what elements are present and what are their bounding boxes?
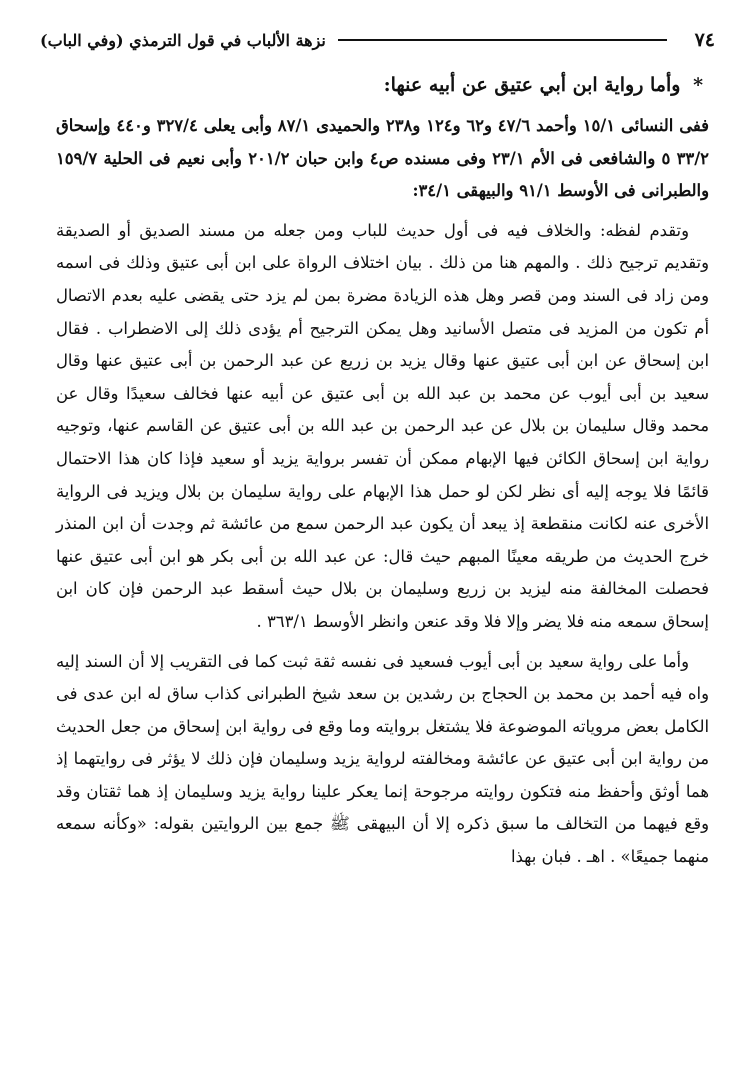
section-heading <box>60 70 703 100</box>
running-title: نزهة الألباب في قول الترمذي (وفي الباب) <box>40 30 326 50</box>
page-number: ٧٤ <box>694 29 715 51</box>
paragraph-said-narration: وأما على رواية سعيد بن أبى أيوب فسعيد فى نفسه ثقة ثبت كما فى التقريب إلا أن السند إليه واه فيه أحمد بن محمد بن الحجاج بن رشدين بن سعد شيخ الطبرانى كذاب ساق له ابن عدى فى الكامل بعض مروياته الموضوعة فلا يشتغل بروايته وما وقع فى رواية ابن إسحاق من جعل الحديث من رواية ابن أبى عتيق عن عائشة ومخالفته لرواية يزيد وسليمان فإن ذلك لا يؤثر فى روايتهما إذ هما أوثق وأحفظ منه فتكون روايته مرجوحة إنما يعكر علينا رواية يزيد وسليمان إذ هما ثقتان وقد وقع فيهما من التخالف ما سبق ذكره إلا أن البيهقى ﷺ جمع بين الروايتين بقوله: «وكأنه سمعه منهما جميعًا» . اهـ . فبان بهذا <box>56 651 709 867</box>
header-rule <box>338 39 667 41</box>
section-heading-text: وأما رواية ابن أبي عتيق عن أبيه عنها: <box>383 74 681 96</box>
heading-star-icon: * <box>693 74 703 96</box>
paragraph-citations: ففى النسائى ١٥/١ وأحمد ٤٧/٦ و٦٢ و١٢٤ و٢٣٨ والحميدى ٨٧/١ وأبى يعلى ٣٢٧/٤ و٤٤٠ وإسحاق ٣٣/٢ ٥ والشافعى فى الأم ٢٣/١ وفى مسنده ص٤ وابن حبان ٢٠١/٢ وأبى نعيم فى الحلية ١٥٩/٧ والطبرانى فى الأوسط ٩١/١ والبيهقى ٣٤/١: <box>56 116 710 201</box>
body-text <box>56 110 709 874</box>
page-header <box>40 28 715 52</box>
paragraph-discussion: وتقدم لفظه: والخلاف فيه فى أول حديث للباب ومن جعله من مسند الصديق أو الصديقة وتقديم ترجيح ذلك . والمهم هنا من ذلك . بيان اختلاف الرواة على ابن أبى عتيق وذلك فى اسمه ومن زاد فى السند ومن قصر وهل هذه الزيادة مضرة بمن لم يزد حتى يقضى عليه بعدم الاتصال أم تكون من المزيد فى متصل الأسانيد وهل يمكن الترجيح أم يؤدى ذلك إلى الاضطراب . فقال ابن إسحاق عن ابن أبى عتيق عنها وقال يزيد بن زريع عن عبد الرحمن بن أبى عتيق عنها وقال سعيد بن أبى أيوب عن محمد بن عبد الله بن أبى عتيق عن أبيه عنها فخالف سعيدًا وقال عن محمد وقال سليمان بن بلال عن عبد الرحمن بن عبد الله بن أبى عتيق عن القاسم عنها، وتوجيه رواية ابن إسحاق الكائن فيها الإبهام ممكن أن تفسر برواية يزيد أو سعيد فإذا كان هذا الاحتمال قائمًا فلا يوجه إليه أى نظر لكن لو حمل هذا الإبهام على رواية سليمان بن بلال ويزيد فى الرواية الأخرى عنه لكانت منقطعة إذ يبعد أن يكون عبد الرحمن سمع من عائشة ثم وجدت أن ابن المنذر خرج الحديث من طريقه معينًا المبهم حيث قال: عن عبد الله بن أبى بكر هو ابن أبى عتيق عنها فحصلت المخالفة منه ليزيد بن زريع وسليمان بن بلال حيث أسقط عبد الرحمن فإن كان ابن إسحاق سمعه منه فلا يضر وإلا فلا وقد عنعن وانظر الأوسط ٣٦٣/١ . <box>56 220 709 631</box>
